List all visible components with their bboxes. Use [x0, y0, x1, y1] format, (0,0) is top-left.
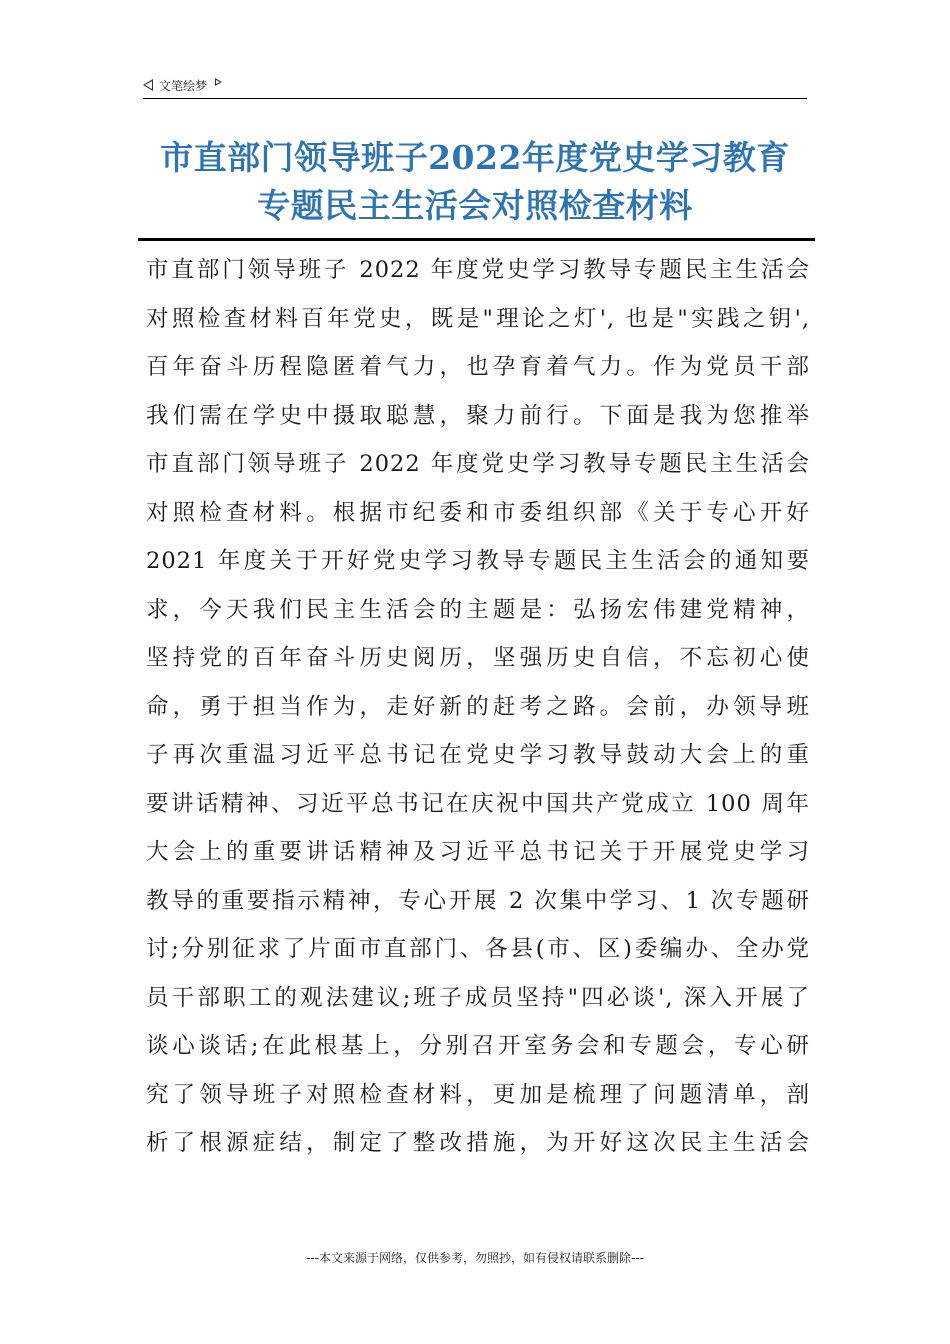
body-line: 市直部门领导班子 2022 年度党史学习教导专题民主生活会: [146, 451, 810, 477]
body-line: 命，勇于担当作为，走好新的赶考之路。会前，办领导班: [146, 693, 810, 720]
document-title: [140, 134, 810, 230]
body-line: 我们需在学史中摄取聪慧，聚力前行。下面是我为您推举: [146, 402, 810, 429]
page-header: [143, 72, 807, 99]
body-line: 析了根源症结，制定了整改措施，为开好这次民主生活会: [146, 1130, 810, 1156]
body-line: 讨;分别征求了片面市直部门、各县(市、区)委编办、全办党: [146, 936, 810, 962]
title-line-2: 专题民主生活会对照检查材料: [257, 186, 693, 225]
footer-notice: ---本文来源于网络，仅供参考，勿照抄，如有侵权请联系删除---: [306, 1251, 644, 1265]
body-line: 市直部门领导班子 2022 年度党史学习教导专题民主生活会: [146, 257, 810, 283]
title-line-1: 市直部门领导班子2022年度党史学习教育: [160, 138, 790, 177]
body-line: 要讲话精神、习近平总书记在庆祝中国共产党成立 100 周年: [146, 790, 810, 817]
body-line: 2021 年度关于开好党史学习教导专题民主生活会的通知要: [146, 548, 810, 574]
body-line: 坚持党的百年奋斗历史阅历，坚强历史自信，不忘初心使: [146, 645, 810, 671]
body-line: 对照检查材料。根据市纪委和市委组织部《关于专心开好: [146, 499, 810, 526]
body-line: 子再次重温习近平总书记在党史学习教导鼓动大会上的重: [146, 742, 810, 768]
triangle-right-icon: [215, 78, 222, 86]
body-line: 谈心谈话;在此根基上，分别召开室务会和专题会，专心研: [146, 1033, 810, 1059]
body-line: 员干部职工的观法建议;班子成员坚持"四必谈', 深入开展了: [146, 984, 810, 1011]
body-line: 究了领导班子对照检查材料，更加是梳理了问题清单，剖: [146, 1081, 810, 1108]
body-line: 百年奋斗历程隐匿着气力，也孕育着气力。作为党员干部: [146, 354, 810, 380]
header-brand: 文笔绘梦: [159, 78, 208, 93]
triangle-left-icon: [143, 79, 153, 91]
document-body: [146, 246, 810, 1168]
body-line: 对照检查材料百年党史，既是"理论之灯', 也是"实践之钥',: [146, 305, 810, 332]
title-divider: [138, 238, 815, 241]
body-line: 求，今天我们民主生活会的主题是：弘扬宏伟建党精神，: [146, 596, 810, 623]
body-line: 教导的重要指示精神，专心开展 2 次集中学习、1 次专题研: [146, 887, 810, 914]
body-line: 大会上的重要讲话精神及习近平总书记关于开展党史学习: [146, 839, 810, 865]
